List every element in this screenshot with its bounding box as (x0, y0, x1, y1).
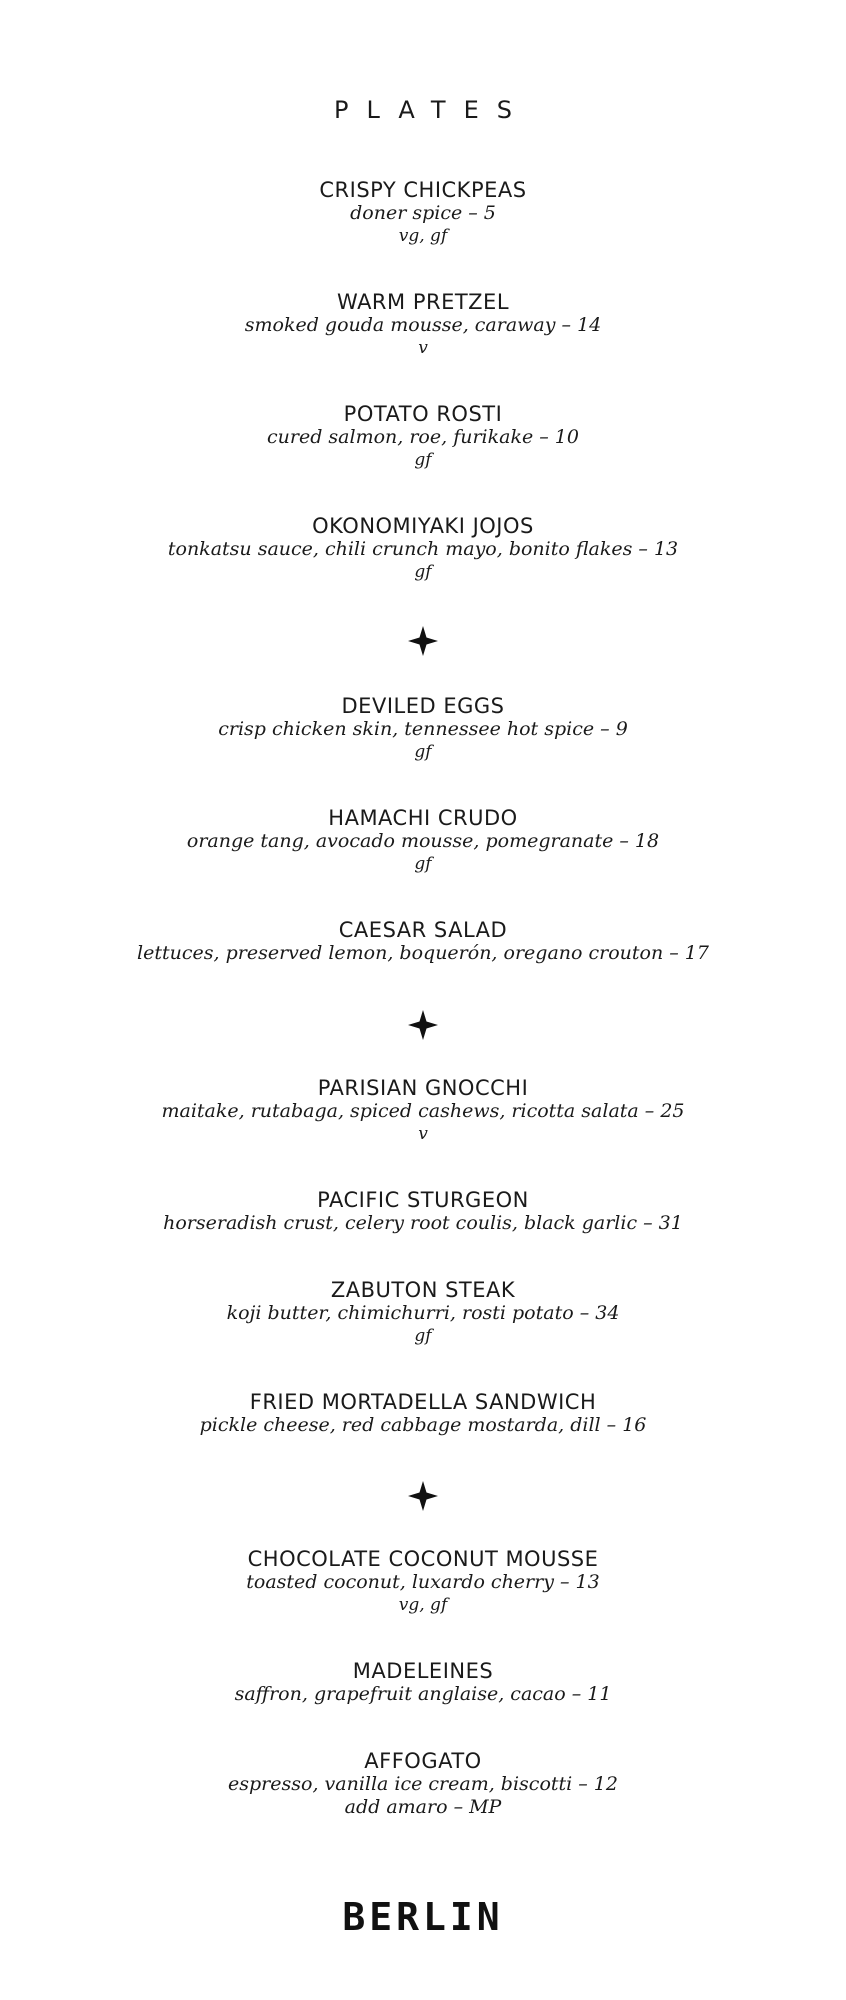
menu-item (0, 290, 846, 360)
item-name: PARISIAN GNOCCHI (317, 1076, 529, 1100)
item-name: HAMACHI CRUDO (328, 806, 518, 830)
menu-item (0, 1659, 846, 1706)
item-name: AFFOGATO (364, 1749, 482, 1773)
menu-item (0, 178, 846, 248)
item-description: koji butter, chimichurri, rosti potato – 34 (226, 1302, 620, 1324)
item-add-on: add amaro – MP (344, 1796, 502, 1818)
menu-item (0, 1188, 846, 1235)
item-tags: gf (414, 562, 432, 582)
item-name: PACIFIC STURGEON (317, 1188, 529, 1212)
item-name: FRIED MORTADELLA SANDWICH (249, 1390, 597, 1414)
item-tags: vg, gf (398, 1595, 448, 1615)
item-description: doner spice – 5 (350, 202, 496, 224)
item-description: toasted coconut, luxardo cherry – 13 (246, 1571, 600, 1593)
item-description: espresso, vanilla ice cream, biscotti – 12 (228, 1773, 618, 1795)
item-tags: gf (414, 450, 432, 470)
menu-item (0, 806, 846, 876)
item-description: horseradish crust, celery root coulis, black garlic – 31 (163, 1212, 683, 1234)
item-name: OKONOMIYAKI JOJOS (312, 514, 534, 538)
menu-item (0, 514, 846, 584)
four-point-star-icon (408, 1481, 438, 1511)
item-tags: gf (414, 854, 432, 874)
item-name: ZABUTON STEAK (330, 1278, 516, 1302)
menu-item (0, 1076, 846, 1146)
menu-item (0, 1749, 846, 1819)
menu-item (0, 1278, 846, 1348)
item-tags: vg, gf (398, 226, 448, 246)
item-name: CRISPY CHICKPEAS (319, 178, 527, 202)
four-point-star-icon (408, 626, 438, 656)
item-description: tonkatsu sauce, chili crunch mayo, bonito flakes – 13 (167, 538, 679, 560)
four-point-star-icon (408, 1010, 438, 1040)
menu-item (0, 1390, 846, 1437)
item-description: cured salmon, roe, furikake – 10 (267, 426, 579, 448)
item-description: maitake, rutabaga, spiced cashews, ricotta salata – 25 (161, 1100, 685, 1122)
item-description: lettuces, preserved lemon, boquerón, oregano crouton – 17 (137, 942, 709, 964)
berlin-logo: BERLIN (342, 1895, 504, 1939)
item-description: pickle cheese, red cabbage mostarda, dill – 16 (199, 1414, 647, 1436)
item-description: orange tang, avocado mousse, pomegranate – 18 (186, 830, 660, 852)
item-name: MADELEINES (352, 1659, 494, 1683)
item-name: POTATO ROSTI (343, 402, 503, 426)
item-description: crisp chicken skin, tennessee hot spice – 9 (218, 718, 628, 740)
item-description: saffron, grapefruit anglaise, cacao – 11 (234, 1683, 612, 1705)
item-name: CAESAR SALAD (338, 918, 508, 942)
menu-item (0, 1547, 846, 1617)
item-tags: gf (414, 1326, 432, 1346)
item-description: smoked gouda mousse, caraway – 14 (244, 314, 602, 336)
item-name: WARM PRETZEL (336, 290, 510, 314)
menu-item (0, 694, 846, 764)
item-tags: v (418, 338, 428, 358)
menu-item (0, 918, 846, 965)
item-name: CHOCOLATE COCONUT MOUSSE (247, 1547, 599, 1571)
menu-heading: PLATES (333, 96, 530, 124)
item-tags: v (418, 1124, 428, 1144)
item-name: DEVILED EGGS (341, 694, 505, 718)
menu-item (0, 402, 846, 472)
item-tags: gf (414, 742, 432, 762)
